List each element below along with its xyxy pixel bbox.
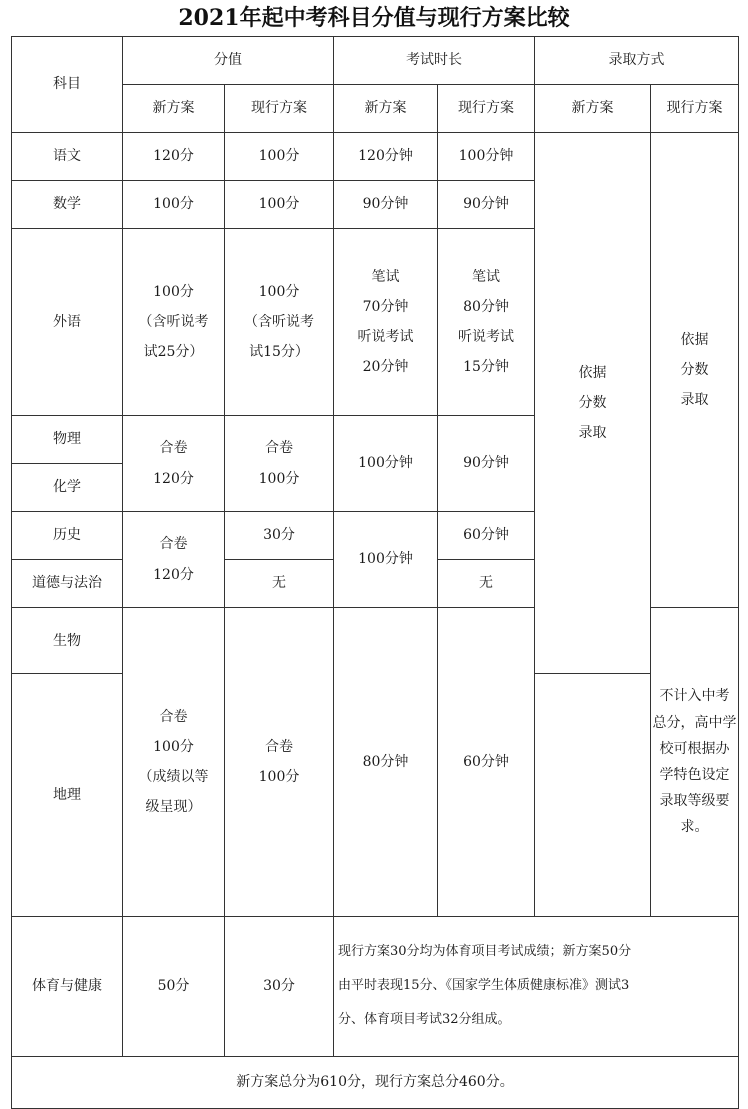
cell-line: 120分	[153, 470, 194, 487]
header-cur-time: 现行方案	[438, 85, 535, 133]
cell-line: 120分	[153, 566, 194, 583]
foreign-cur-score	[225, 229, 334, 416]
subject-biology: 生物	[12, 608, 123, 674]
chinese-cur-time: 100分钟	[438, 133, 535, 181]
math-new-score: 100分	[123, 181, 225, 229]
cell-line: 20分钟	[362, 359, 409, 376]
cell-line: 100分	[153, 283, 194, 300]
biogeo-cur-time: 60分钟	[438, 608, 535, 917]
new-admission-main	[535, 133, 651, 674]
header-new-time: 新方案	[334, 85, 438, 133]
cell-line: 笔试	[371, 268, 400, 285]
morality-cur-time: 无	[438, 560, 535, 608]
subject-history: 历史	[12, 512, 123, 560]
cell-line: 80分钟	[463, 298, 509, 315]
cell-line: 笔试	[472, 268, 500, 285]
cell-line: 试25分）	[143, 344, 204, 361]
biogeo-new-time: 80分钟	[334, 608, 438, 917]
cell-line: 合卷	[265, 440, 293, 457]
pe-cur-score: 30分	[225, 916, 334, 1056]
cell-line: 听说考试	[458, 329, 514, 345]
cell-line: 合卷	[159, 708, 188, 725]
cell-line: （含听说考	[138, 313, 209, 330]
cell-line: 听说考试	[357, 329, 414, 345]
cell-line: 15分钟	[463, 359, 509, 376]
biogeo-cur-score	[225, 608, 334, 917]
subject-foreign: 外语	[12, 229, 123, 416]
header-cur-admission: 现行方案	[651, 85, 739, 133]
subject-chinese: 语文	[12, 133, 123, 181]
admission-line: 依据	[578, 365, 607, 382]
header-admission: 录取方式	[535, 37, 739, 85]
biogeo-new-admission	[651, 608, 739, 917]
chinese-cur-score: 100分	[225, 133, 334, 181]
subject-morality: 道德与法治	[12, 560, 123, 608]
admission-line: 依据	[680, 331, 709, 348]
cell-line: 合卷	[265, 738, 293, 755]
subject-chemistry: 化学	[12, 464, 123, 512]
cell-line: 100分	[153, 738, 194, 755]
header-score: 分值	[123, 37, 334, 85]
subject-math: 数学	[12, 181, 123, 229]
cell-line: 总分，高中学	[652, 714, 737, 731]
cell-line: 级呈现）	[145, 798, 202, 815]
cell-line: 试15分）	[249, 344, 309, 361]
history-cur-time: 60分钟	[438, 512, 535, 560]
foreign-new-score	[123, 229, 225, 416]
header-subject: 科目	[12, 37, 123, 133]
morality-cur-score: 无	[225, 560, 334, 608]
pe-new-score: 50分	[123, 916, 225, 1056]
physchem-cur-score	[225, 416, 334, 512]
cell-line: 不计入中考	[659, 688, 730, 705]
cell-line: 学特色设定	[659, 766, 730, 783]
physchem-new-score	[123, 416, 225, 512]
total-summary: 新方案总分为610分，现行方案总分460分。	[12, 1056, 739, 1108]
chinese-new-score: 120分	[123, 133, 225, 181]
cur-admission-main	[651, 133, 739, 608]
cell-line: 100分	[258, 768, 300, 785]
foreign-new-time	[334, 229, 438, 416]
header-new-score: 新方案	[123, 85, 225, 133]
subject-pe: 体育与健康	[12, 916, 123, 1056]
header-cur-score: 现行方案	[225, 85, 334, 133]
note-line: 现行方案30分均为体育项目考试成绩；新方案50分	[338, 944, 632, 959]
history-cur-score: 30分	[225, 512, 334, 560]
histmoral-new-time: 100分钟	[334, 512, 438, 608]
math-cur-time: 90分钟	[438, 181, 535, 229]
biogeo-new-score	[123, 608, 225, 917]
pe-note	[334, 916, 739, 1056]
subject-physics: 物理	[12, 416, 123, 464]
header-duration: 考试时长	[334, 37, 535, 85]
subject-geography: 地理	[12, 674, 123, 916]
cell-line: （含听说考	[244, 313, 314, 330]
note-line: 由平时表现15分、《国家学生体质健康标准》测试3	[338, 978, 630, 993]
cell-line: （成绩以等	[138, 768, 209, 785]
cell-line: 合卷	[159, 440, 188, 457]
admission-line: 录取	[578, 425, 607, 442]
comparison-table	[11, 36, 739, 1109]
math-new-time: 90分钟	[334, 181, 438, 229]
histmoral-new-score	[123, 512, 225, 608]
physchem-cur-time: 90分钟	[438, 416, 535, 512]
cell-line: 100分	[258, 470, 300, 487]
header-new-admission: 新方案	[535, 85, 651, 133]
cell-line: 求。	[680, 818, 709, 835]
physchem-new-time: 100分钟	[334, 416, 438, 512]
cell-line: 录取等级要	[659, 792, 730, 809]
cell-line: 校可根据办	[659, 740, 730, 757]
cell-line: 70分钟	[362, 298, 409, 315]
math-cur-score: 100分	[225, 181, 334, 229]
foreign-cur-time	[438, 229, 535, 416]
page-title: 2021年起中考科目分值与现行方案比较	[178, 5, 570, 31]
admission-line: 录取	[680, 392, 709, 409]
note-line: 分、体育项目考试32分组成。	[338, 1012, 511, 1027]
chinese-new-time: 120分钟	[334, 133, 438, 181]
admission-line: 分数	[680, 361, 709, 378]
admission-line: 分数	[578, 395, 607, 412]
cell-line: 合卷	[159, 536, 188, 553]
cell-line: 100分	[258, 283, 300, 300]
